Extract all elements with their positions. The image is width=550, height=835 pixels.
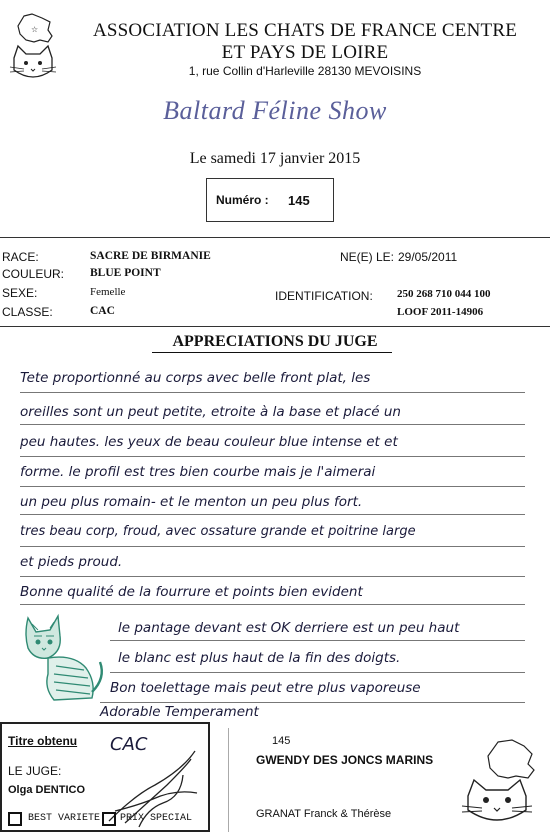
ruled-line [20, 514, 525, 515]
association-name-line1: ASSOCIATION LES CHATS DE FRANCE CENTRE [92, 20, 518, 41]
ruled-line [20, 392, 525, 393]
ruled-line [20, 456, 525, 457]
juge-name: Olga DENTICO [8, 784, 86, 796]
birth-value: 29/05/2011 [398, 250, 458, 264]
race-label: RACE: [2, 250, 39, 264]
identification-label: IDENTIFICATION: [275, 289, 373, 303]
ruled-line [100, 702, 525, 703]
appreciation-line: le blanc est plus haut de la fin des doigts. [118, 650, 401, 666]
appreciations-title-underline [152, 352, 392, 353]
titre-label: Titre obtenu [8, 734, 78, 748]
appreciation-line: Bonne qualité de la fourrure et points bien evident [20, 584, 363, 600]
number-label: Numéro : [216, 193, 269, 207]
number-value: 145 [288, 193, 310, 208]
classe-value: CAC [90, 305, 115, 317]
birth-label: NE(E) LE: [340, 250, 395, 264]
appreciation-line: un peu plus romain- et le menton un peu plus fort. [20, 494, 363, 510]
info-top-rule [0, 237, 550, 238]
appreciation-line: peu hautes. les yeux de beau couleur blue intense et et [20, 434, 398, 450]
appreciation-line: tres beau corp, froud, avec ossature grande et poitrine large [20, 524, 416, 539]
association-logo [4, 12, 62, 86]
ruled-line [20, 576, 525, 577]
appreciation-line: le pantage devant est OK derriere est un peu haut [118, 620, 460, 636]
show-name: Baltard Féline Show [163, 96, 387, 125]
appreciations-title: APPRECIATIONS DU JUGE [172, 333, 378, 350]
sexe-label: SEXE: [2, 286, 38, 300]
footer-cat-name: GWENDY DES JONCS MARINS [256, 753, 434, 767]
appreciation-line: forme. le profil est tres bien courbe mais je l'aimerai [20, 464, 376, 480]
footer-owner: GRANAT Franck & Thérèse [256, 808, 392, 820]
cat-illustration [14, 608, 110, 704]
titre-value: CAC [110, 734, 148, 755]
best-variete-checkbox[interactable] [8, 812, 22, 826]
identification-value: 250 268 710 044 100 [397, 288, 491, 300]
juge-label: LE JUGE: [8, 764, 62, 778]
footer-number: 145 [272, 735, 291, 747]
loof-number: LOOF 2011-14906 [397, 306, 484, 318]
prix-special-label: PRIX SPECIAL [120, 813, 193, 824]
ruled-line [110, 640, 525, 641]
best-variete-label: BEST VARIETE [28, 813, 101, 824]
ruled-line [20, 546, 525, 547]
appreciation-line: Bon toelettage mais peut etre plus vaporeuse [110, 680, 421, 696]
appreciation-line: oreilles sont un peut petite, etroite à la base et placé un [20, 404, 401, 420]
race-value: SACRE DE BIRMANIE [90, 250, 211, 262]
couleur-value: BLUE POINT [90, 267, 161, 279]
appreciation-line: et pieds proud. [20, 554, 123, 570]
association-name [60, 20, 550, 64]
ruled-line [20, 604, 525, 605]
show-date: Le samedi 17 janvier 2015 [189, 150, 361, 167]
association-name-line2: ET PAYS DE LOIRE [221, 42, 389, 63]
appreciation-line: Adorable Temperament [100, 704, 259, 720]
svg-text:☆: ☆ [31, 25, 39, 34]
couleur-label: COULEUR: [2, 267, 65, 281]
ruled-line [110, 672, 525, 673]
classe-label: CLASSE: [2, 305, 53, 319]
association-address: 1, rue Collin d'Harleville 28130 MEVOISINS [188, 64, 422, 78]
footer-logo [458, 738, 544, 830]
prix-special-checkbox[interactable] [102, 812, 116, 826]
sexe-value: Femelle [90, 286, 126, 298]
ruled-line [20, 424, 525, 425]
footer-divider [228, 728, 229, 832]
ruled-line [20, 486, 525, 487]
info-bottom-rule [0, 326, 550, 327]
appreciation-line: Tete proportionné au corps avec belle front plat, les [20, 370, 371, 386]
